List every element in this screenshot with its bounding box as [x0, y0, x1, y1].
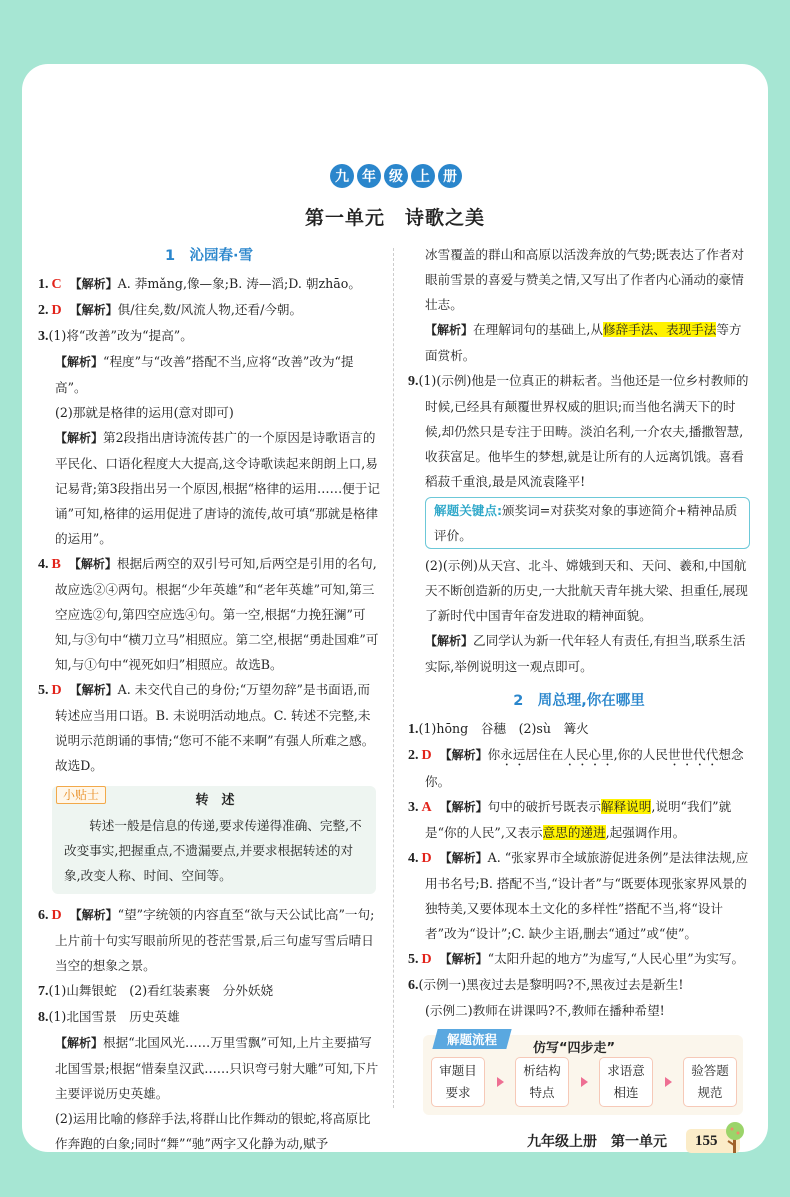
question-number: 6. [408, 978, 419, 993]
step-line: 析结构 [523, 1063, 561, 1078]
tip-title: 转 述 [195, 793, 235, 808]
arrow-right-icon [497, 1077, 504, 1087]
answer-paragraph [38, 1106, 380, 1156]
flow-step [599, 1057, 653, 1107]
question-number: 4. [408, 851, 419, 866]
arrow-right-icon [665, 1077, 672, 1087]
text: (2)运用比喻的修辞手法,将群山比作舞动的银蛇,将高原比作奔跑的白象;同时“舞”“驰”两字又化静为动,赋予 [55, 1111, 371, 1151]
question-number: 8. [38, 1010, 49, 1025]
grade-char: 级 [384, 164, 408, 188]
text: (2)那就是格律的运用(意对即可) [55, 405, 234, 420]
highlighted-text: 意思的递进 [542, 825, 606, 840]
answer-letter: D [421, 952, 432, 967]
emphasis-text: 永远 [500, 747, 526, 762]
page-footer [408, 1129, 750, 1155]
text: 想念你。 [425, 747, 744, 789]
answer-paragraph [38, 400, 380, 425]
text: 等方面赏析。 [425, 322, 742, 363]
analysis-label: 【解析】 [439, 748, 488, 762]
analysis-label: 【解析】 [55, 431, 104, 445]
text: (1)hōng 谷穗 (2)sù 篝火 [418, 721, 589, 736]
flow-label-text: 解题流程 [447, 1032, 498, 1047]
step-line: 规范 [697, 1085, 723, 1100]
tree-icon [724, 1121, 746, 1153]
question-number: 6. [38, 908, 49, 923]
left-column [38, 242, 380, 1156]
footer-section-label: 九年级上册 第一单元 [527, 1134, 667, 1150]
answer-item [408, 794, 750, 845]
unit-title: 第一单元 诗歌之美 [304, 207, 485, 229]
text: ,起强调作用。 [605, 825, 686, 840]
step-line: 验答题 [691, 1063, 729, 1078]
answer-paragraph [408, 628, 750, 679]
question-number: 9. [408, 374, 419, 389]
answer-item [38, 323, 380, 349]
answer-paragraph [408, 998, 750, 1023]
grade-char: 九 [330, 164, 354, 188]
flow-step [683, 1057, 737, 1107]
analysis-label: 【解析】 [425, 634, 474, 648]
question-number: 1. [38, 277, 49, 292]
answer-letter: C [51, 277, 62, 292]
text: (示例二)教师在讲课吗?不,教师在播种希望! [425, 1003, 665, 1018]
analysis-label: 【解析】 [439, 952, 488, 966]
question-number: 5. [408, 952, 419, 967]
text: 句中的破折号既表示 [487, 799, 601, 814]
text: (示例一)黑夜过去是黎明吗?不,黑夜过去是新生! [418, 977, 684, 992]
grade-char: 上 [411, 164, 435, 188]
question-number: 5. [38, 683, 49, 698]
tip-box [52, 786, 376, 894]
answer-item [408, 946, 750, 972]
arrow-right-icon [581, 1077, 588, 1087]
grade-char: 册 [438, 164, 462, 188]
answer-item [408, 845, 750, 946]
analysis-label: 【解析】 [69, 303, 118, 317]
question-number: 1. [408, 722, 419, 737]
column-divider [393, 248, 394, 1108]
analysis-label: 【解析】 [439, 851, 488, 865]
text: 乙同学认为新一代年轻人有责任,有担当,联系生活实际,举例说明这一观点即可。 [425, 633, 746, 674]
answer-letter: D [51, 303, 62, 318]
highlighted-text: 修辞手法、表现手法 [602, 322, 717, 337]
text: A. 未交代自己的身份;“万望勿辞”是书面语,而转述应当用口语。B. 未说明活动地点。C. 转述不完整,未说明示范朗诵的事情;“您可不能不来啊”有强人所难之感。故选D。 [55, 682, 375, 773]
section-heading: 1 沁园春·雪 [164, 248, 254, 264]
key-point-box [425, 497, 750, 549]
solution-flow-box [423, 1032, 743, 1115]
tip-body: 转述一般是信息的传递,要求传递得准确、完整,不改变事实,把握重点,不遗漏要点,并要求根据转述的对象,改变人称、时间、空间等。 [64, 818, 362, 883]
analysis-label: 【解析】 [55, 1036, 104, 1050]
text: (1)将“改善”改为“提高”。 [48, 328, 193, 343]
answer-letter: D [421, 748, 432, 763]
answer-item [408, 742, 750, 794]
text: (1)(示例)他是一位真正的耕耘者。当他还是一位乡村教师的时候,已经具有颠覆世界权威的胆识;而当他名满天下的时候,却仍然只是专注于田畴。淡泊名利,一介农夫,播撒智慧,收获富足。他毕生的梦想,就是让所有的人远离饥饿。喜看稻菽千重浪,最是风流袁隆平! [418, 373, 749, 489]
question-number: 7. [38, 984, 49, 999]
answer-letter: D [51, 908, 62, 923]
grade-badge [330, 164, 462, 188]
flow-steps [431, 1057, 737, 1107]
answer-item [38, 978, 380, 1004]
answer-letter: D [51, 683, 62, 698]
text: 俱/往矣,数/风流人物,还看/今朝。 [117, 302, 303, 317]
tip-label: 小贴士 [56, 786, 106, 804]
answer-letter: D [421, 851, 432, 866]
answer-item [408, 972, 750, 998]
answer-paragraph [38, 425, 380, 551]
text: 根据“北国风光……万里雪飘”可知,上片主要描写北国雪景;根据“惜秦皇汉武……只识弯弓射大雕”可知,下片主要评说历史英雄。 [55, 1035, 379, 1101]
answer-item [408, 716, 750, 742]
analysis-label: 【解析】 [69, 683, 118, 697]
answer-paragraph [408, 553, 750, 628]
answer-paragraph [408, 317, 750, 368]
text: ,你的人民 [613, 747, 668, 762]
answer-letter: B [51, 557, 61, 572]
text: 在理解词句的基础上,从 [473, 322, 603, 337]
step-line: 要求 [445, 1085, 471, 1100]
analysis-label: 【解析】 [69, 277, 118, 291]
step-line: 审题目 [439, 1063, 477, 1078]
answer-item [38, 297, 380, 323]
text: A. “张家界市全域旅游促进条例”是法律法规,应用书名号;B. 搭配不当,“设计者”与“既要体现张家界风景的独特美,又要体现本土文化的多样性”搭配不当,将“设计者”改为“设计”;C. 缺少主语,删去“通过”或“使”。 [425, 850, 749, 941]
step-line: 相连 [613, 1085, 639, 1100]
answer-item [38, 902, 380, 978]
analysis-label: 【解析】 [439, 800, 488, 814]
flow-label [432, 1029, 511, 1049]
step-line: 特点 [529, 1085, 555, 1100]
analysis-label: 【解析】 [55, 355, 104, 369]
key-point-label: 解题关键点: [434, 503, 503, 518]
answer-item [408, 368, 750, 494]
answer-item [38, 271, 380, 297]
text: 根据后两空的双引号可知,后两空是引用的名句,故应选②④两句。根据“少年英雄”和“老年英雄”可知,第三空应选②句,第四空应选④句。第一空,根据“力挽狂澜”可知,与③句中“横刀立马”相照应。第二空,根据“勇赴国难”可知,与①句中“视死如归”相照应。故选B。 [55, 556, 379, 672]
text: “程度”与“改善”搭配不当,应将“改善”改为“提高”。 [55, 354, 354, 395]
answer-letter: A [421, 800, 432, 815]
text: A. 莽mǎng,像—象;B. 涛—滔;D. 朝zhāo。 [117, 276, 361, 291]
answer-paragraph [38, 349, 380, 400]
text: “望”字统领的内容直至“欲与天公试比高”一句;上片前十句实写眼前所见的苍茫雪景,后三句虚写雪后晴日当空的想象之景。 [55, 907, 375, 973]
answer-item [38, 677, 380, 778]
question-number: 2. [38, 303, 49, 318]
flow-step [431, 1057, 485, 1107]
emphasis-text: 人民心里 [563, 747, 614, 762]
analysis-label: 【解析】 [69, 908, 118, 922]
text: “太阳升起的地方”为虚写,“人民心里”为实写。 [487, 951, 745, 966]
answer-paragraph [408, 242, 750, 317]
grade-char: 年 [357, 164, 381, 188]
text: 第2段指出唐诗流传甚广的一个原因是诗歌语言的平民化、口语化程度大大提高,这令诗歌读起来朗朗上口,易记易背;第3段指出另一个原因,根据“格律的运用……便于记诵”可知,格律的运用促进了唐诗的流传,故可填“那就是格律的运用”。 [55, 430, 380, 546]
highlighted-text: 解释说明 [600, 799, 652, 814]
right-column [408, 242, 750, 1155]
answer-item [38, 551, 380, 677]
analysis-label: 【解析】 [68, 557, 117, 571]
right-column-text [408, 242, 750, 1023]
question-number: 3. [38, 329, 49, 344]
question-number: 4. [38, 557, 49, 572]
text: 冰雪覆盖的群山和高原以活泼奔放的气势;既表达了作者对眼前雪景的喜爱与赞美之情,又写出了作者内心涌动的豪情壮志。 [425, 247, 745, 312]
flow-title: 仿写“四步走” [533, 1041, 616, 1056]
text: 居住在 [525, 747, 564, 762]
answer-item [38, 1004, 380, 1030]
page-number: 155 [686, 1129, 740, 1153]
emphasis-text: 世世代代 [667, 747, 719, 762]
text: ,说明“我们”就是“你的人民”,又表示 [425, 799, 732, 840]
section-heading: 2 周总理,你在哪里 [513, 693, 645, 709]
text: (2)(示例)从天宫、北斗、嫦娥到天和、天问、羲和,中国航天不断创造新的历史,一大批航天青年挑大梁、担重任,展现了新时代中国青年奋发进取的精神面貌。 [425, 558, 748, 623]
answer-paragraph [38, 1030, 380, 1106]
question-number: 2. [408, 748, 419, 763]
analysis-label: 【解析】 [425, 323, 474, 337]
text: (1)山舞银蛇 (2)看红装素裹 分外妖娆 [48, 983, 274, 998]
key-point-text: 颁奖词=对获奖对象的事迹简介+精神品质评价。 [434, 503, 738, 543]
step-line: 求语意 [607, 1063, 645, 1078]
text: (1)北国雪景 历史英雄 [48, 1009, 180, 1024]
question-number: 3. [408, 800, 419, 815]
text: 你 [487, 747, 501, 762]
flow-step [515, 1057, 569, 1107]
